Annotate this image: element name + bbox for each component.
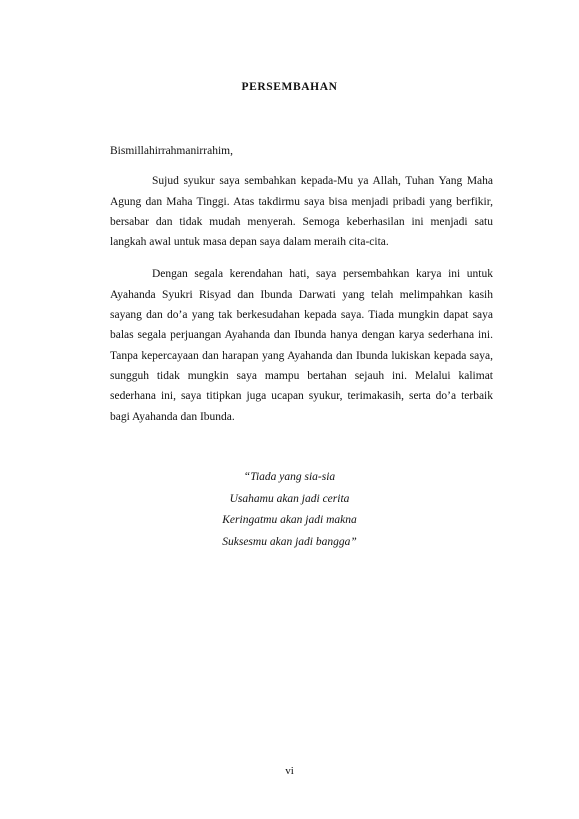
quote-line: Usahamu akan jadi cerita: [229, 492, 350, 505]
paragraph-gratitude: Sujud syukur saya sembahkan kepada-Mu ya Allah, Tuhan Yang Maha Agung dan Maha Tinggi. Atas takdirmu saya bisa menjadi pribadi yang berfikir, bersabar dan tidak mudah menyerah. Semoga keberhasilan ini menjadi satu langkah awal untuk masa depan saya dalam meraih cita-cita.: [110, 175, 493, 249]
page-number: vi: [285, 765, 294, 777]
quote-line: Suksesmu akan jadi bangga”: [222, 535, 357, 548]
quote-line: Keringatmu akan jadi makna: [222, 514, 357, 526]
salutation: Bismillahirrahmanirrahim,: [110, 145, 233, 157]
quote-line: “Tiada yang sia-sia: [243, 471, 336, 483]
closing-quote: [0, 467, 579, 553]
page-title: PERSEMBAHAN: [241, 81, 338, 93]
document-body: [110, 141, 493, 439]
paragraph-dedication: Dengan segala kerendahan hati, saya persembahkan karya ini untuk Ayahanda Syukri Risyad dan Ibunda Darwati yang telah melimpahkan kasih sayang dan do’a yang tak berkesudahan kepada saya. Tiada mungkin dapat saya balas segala perjuangan Ayahanda dan Ibunda hanya dengan karya sederhana ini. Tanpa kepercayaan dan harapan yang Ayahanda dan Ibunda lukiskan kepada saya, sungguh tidak mungkin saya mampu bertahan sejauh ini. Melalui kalimat sederhana ini, saya titipkan juga ucapan syukur, terimakasih, serta do’a terbaik bagi Ayahanda dan Ibunda.: [110, 268, 493, 423]
